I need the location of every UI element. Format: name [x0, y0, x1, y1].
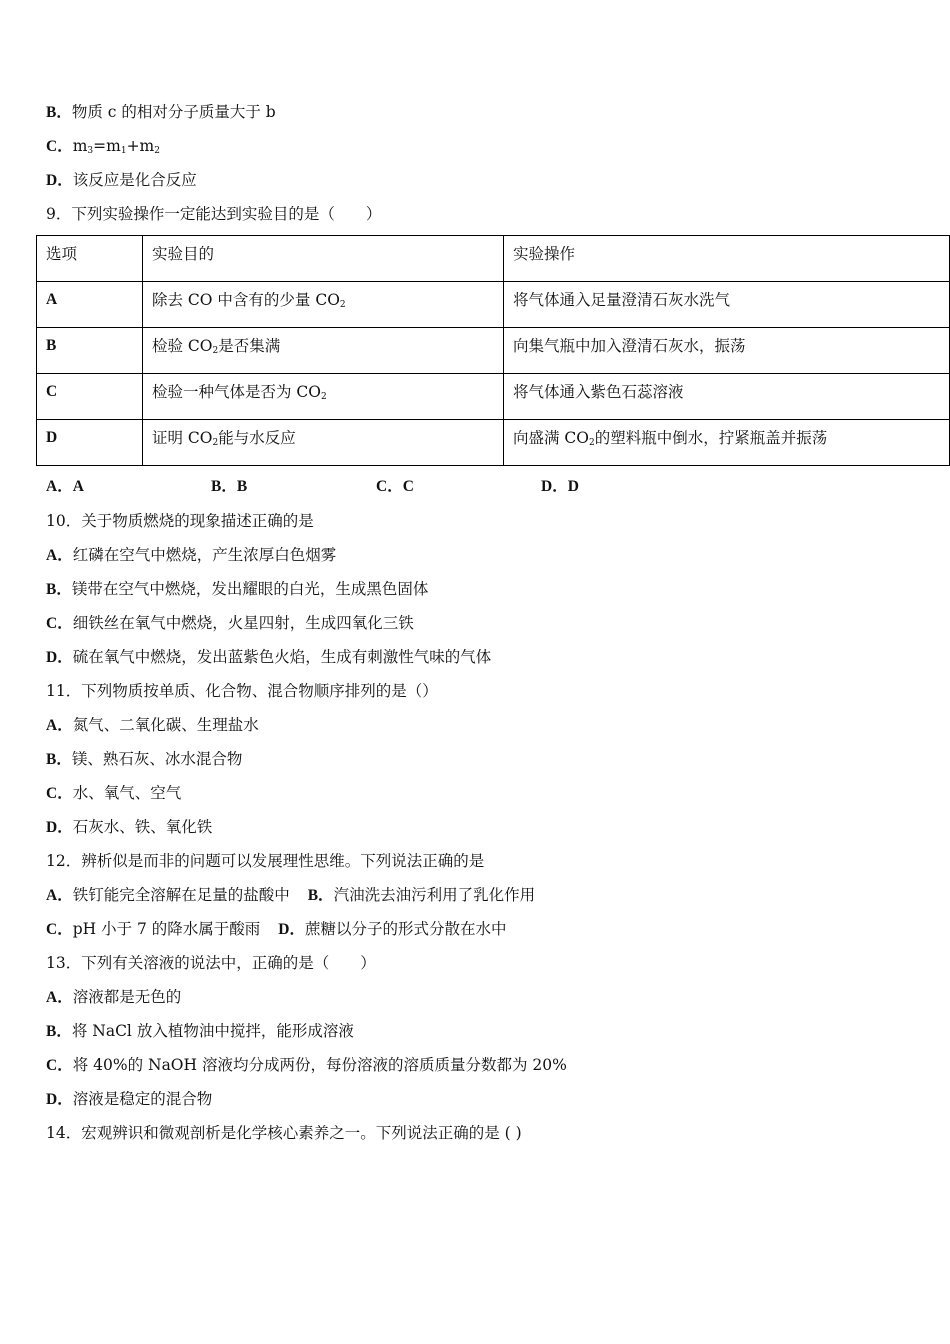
q13-option-d: [46, 1089, 212, 1110]
option-label: C．: [46, 785, 73, 802]
option-text: 镁、熟石灰、冰水混合物: [71, 750, 243, 768]
formula-subscript: 2: [154, 146, 160, 156]
q9-options: [46, 477, 746, 497]
q11-option-d: [46, 817, 212, 838]
option-label: A．: [46, 887, 73, 904]
table-cell-option: A: [37, 282, 143, 328]
table-cell-purpose: [143, 328, 504, 374]
table-row: [37, 420, 950, 466]
cell-text: 向盛满 CO: [513, 429, 589, 447]
option-label: D．: [46, 172, 73, 189]
table-cell-purpose: [143, 374, 504, 420]
q10-option-b: [46, 579, 428, 600]
option-label: B．: [307, 887, 334, 904]
cell-text: 是否集满: [218, 337, 281, 355]
option-text: 石灰水、铁、氧化铁: [72, 818, 213, 836]
table-header-cell: 选项: [37, 236, 143, 282]
q11-option-a: [46, 715, 259, 736]
q13-stem: 13．下列有关溶液的说法中，正确的是（ ）: [46, 954, 376, 972]
option-label: B．: [46, 104, 72, 121]
q8-option-c: [46, 136, 160, 157]
q8-option-b: [46, 102, 276, 123]
option-text: 细铁丝在氧气中燃烧，火星四射，生成四氧化三铁: [72, 614, 414, 632]
q11-option-b: [46, 749, 242, 770]
table-row: [37, 374, 950, 420]
table-cell-option: B: [37, 328, 143, 374]
option-label: C．: [46, 615, 73, 632]
q9-option-a: A．A: [46, 478, 84, 495]
option-label: C．: [46, 921, 73, 938]
table-cell-purpose: [143, 282, 504, 328]
option-formula: [73, 137, 160, 155]
option-text: 铁钉能完全溶解在足量的盐酸中: [72, 886, 290, 904]
cell-text: 向集气瓶中加入澄清石灰水，振荡: [513, 337, 746, 355]
option-label: C．: [46, 138, 73, 155]
option-label: D．: [46, 1091, 73, 1108]
q9-option-d: D．D: [541, 478, 579, 495]
cell-text: 检验一种气体是否为 CO: [152, 383, 321, 401]
option-text: 氮气、二氧化碳、生理盐水: [72, 716, 259, 734]
table-header-cell: 实验目的: [143, 236, 504, 282]
cell-text: 将气体通入足量澄清石灰水洗气: [513, 291, 731, 309]
formula-subscript: 3: [87, 146, 94, 156]
q13-option-a: [46, 987, 181, 1008]
option-text: 镁带在空气中燃烧，发出耀眼的白光，生成黑色固体: [71, 580, 429, 598]
q10-option-c: [46, 613, 414, 634]
option-text: pH 小于 7 的降水属于酸雨: [72, 920, 261, 938]
option-label: D．: [46, 649, 73, 666]
q12-stem: 12．辨析似是而非的问题可以发展理性思维。下列说法正确的是: [46, 852, 485, 870]
table-row: [37, 282, 950, 328]
cell-text: 将气体通入紫色石蕊溶液: [513, 383, 684, 401]
cell-text: 除去 CO 中含有的少量 CO: [152, 291, 340, 309]
cell-text: 检验 CO: [152, 337, 213, 355]
option-text: 溶液都是无色的: [72, 988, 182, 1006]
q13-option-c: [46, 1055, 567, 1076]
option-text: 物质 c 的相对分子质量大于 b: [71, 103, 276, 121]
formula-part: +m: [126, 137, 155, 155]
option-label: A．: [46, 989, 73, 1006]
formula-part: =m: [93, 137, 121, 155]
cell-subscript: 2: [321, 392, 327, 402]
option-text: 水、氧气、空气: [72, 784, 182, 802]
option-label: B．: [46, 751, 72, 768]
cell-subscript: 2: [212, 346, 219, 356]
q10-option-d: [46, 647, 491, 668]
q12-options-line-1: [46, 885, 535, 906]
option-text: 红磷在空气中燃烧，产生浓厚白色烟雾: [72, 546, 337, 564]
table-cell-operation: [504, 420, 950, 466]
cell-subscript: 2: [212, 438, 219, 448]
q14-stem: 14．宏观辨识和微观剖析是化学核心素养之一。下列说法正确的是 ( ): [46, 1124, 522, 1142]
experiment-table: [36, 235, 950, 466]
q11-stem: 11．下列物质按单质、化合物、混合物顺序排列的是（）: [46, 682, 438, 700]
q10-stem: 10．关于物质燃烧的现象描述正确的是: [46, 512, 314, 530]
option-text: 将 40%的 NaOH 溶液均分成两份，每份溶液的溶质质量分数都为 20%: [72, 1056, 567, 1074]
option-label: D．: [278, 921, 305, 938]
table-cell-option: C: [37, 374, 143, 420]
option-text: 该反应是化合反应: [72, 171, 197, 189]
q10-option-a: [46, 545, 336, 566]
q11-option-c: [46, 783, 181, 804]
q13-option-b: [46, 1021, 354, 1042]
table-cell-purpose: [143, 420, 504, 466]
table-cell-operation: [504, 282, 950, 328]
option-text: 将 NaCl 放入植物油中搅拌，能形成溶液: [71, 1022, 354, 1040]
cell-subscript: 2: [589, 438, 595, 448]
option-label: A．: [46, 547, 73, 564]
option-label: B．: [46, 1023, 72, 1040]
table-cell-operation: [504, 328, 950, 374]
table-header-row: [37, 236, 950, 282]
table-row: [37, 328, 950, 374]
formula-subscript: 1: [120, 146, 127, 156]
cell-text: 证明 CO: [152, 429, 213, 447]
table-header-cell: 实验操作: [504, 236, 950, 282]
q9-option-c: C．C: [376, 478, 414, 495]
q8-option-d: [46, 170, 197, 191]
formula-part: m: [72, 137, 88, 155]
q9-option-b: B．B: [211, 478, 248, 495]
option-text: 溶液是稳定的混合物: [72, 1090, 213, 1108]
option-label: B．: [46, 581, 72, 598]
option-text: 硫在氧气中燃烧，发出蓝紫色火焰，生成有刺激性气味的气体: [72, 648, 492, 666]
cell-subscript: 2: [339, 300, 346, 310]
cell-text: 的塑料瓶中倒水，拧紧瓶盖并振荡: [594, 429, 828, 447]
table-cell-operation: [504, 374, 950, 420]
q12-options-line-2: [46, 919, 507, 940]
option-label: C．: [46, 1057, 73, 1074]
option-text: 汽油洗去油污利用了乳化作用: [333, 886, 536, 904]
table-cell-option: D: [37, 420, 143, 466]
cell-text: 能与水反应: [218, 429, 296, 447]
q9-stem: 9．下列实验操作一定能达到实验目的是（ ）: [46, 205, 382, 223]
option-label: D．: [46, 819, 73, 836]
option-label: A．: [46, 717, 73, 734]
option-text: 蔗糖以分子的形式分散在水中: [305, 920, 507, 938]
